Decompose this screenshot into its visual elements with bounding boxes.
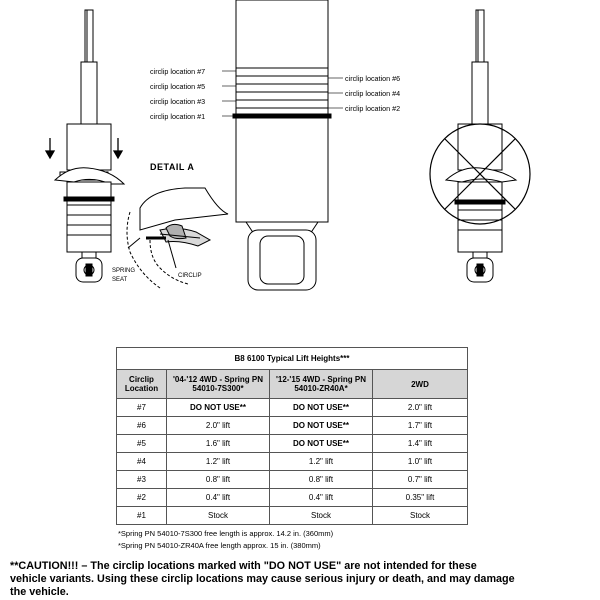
right-shock bbox=[446, 10, 516, 282]
cell-12-15-4wd: DO NOT USE** bbox=[270, 435, 373, 453]
circlip-location-3-label: circlip location #3 bbox=[150, 97, 206, 106]
cell-12-15-4wd: 1.2" lift bbox=[270, 453, 373, 471]
cell-location: #5 bbox=[117, 435, 167, 453]
center-shock bbox=[233, 0, 331, 290]
table-row bbox=[117, 453, 468, 471]
lift-heights-table bbox=[116, 347, 468, 525]
caution-line-1: **CAUTION!!! – The circlip locations marked with "DO NOT USE" are not intended for these bbox=[10, 560, 477, 572]
table-row bbox=[117, 471, 468, 489]
cell-12-15-4wd: 0.4" lift bbox=[270, 489, 373, 507]
cell-location: #7 bbox=[117, 399, 167, 417]
cell-04-12-4wd: 1.2" lift bbox=[167, 453, 270, 471]
header-circlip-location: Circlip Location bbox=[117, 370, 167, 399]
cell-2wd: 2.0" lift bbox=[373, 399, 468, 417]
cell-location: #6 bbox=[117, 417, 167, 435]
circlip-location-5-label: circlip location #5 bbox=[150, 82, 206, 91]
circlip-location-6-label: circlip location #6 bbox=[345, 74, 401, 83]
cell-2wd: 0.35" lift bbox=[373, 489, 468, 507]
header-04-12-4wd: '04-'12 4WD - Spring PN 54010-7S300* bbox=[167, 370, 270, 399]
cell-04-12-4wd: Stock bbox=[167, 507, 270, 525]
detail-a-title: DETAIL A bbox=[150, 162, 195, 172]
cell-04-12-4wd: DO NOT USE** bbox=[167, 399, 270, 417]
cell-2wd: 0.7" lift bbox=[373, 471, 468, 489]
cell-04-12-4wd: 1.6" lift bbox=[167, 435, 270, 453]
left-shock bbox=[55, 10, 124, 282]
cell-location: #1 bbox=[117, 507, 167, 525]
table-row bbox=[117, 507, 468, 525]
circlip-location-4-label: circlip location #4 bbox=[345, 89, 401, 98]
cell-location: #2 bbox=[117, 489, 167, 507]
footnote-spring-zr40a: *Spring PN 54010-ZR40A free length approx. 15 in. (380mm) bbox=[118, 541, 321, 550]
header-12-15-4wd: '12-'15 4WD - Spring PN 54010-ZR40A* bbox=[270, 370, 373, 399]
caution-line-2: vehicle variants. Using these circlip locations may cause serious injury or death, and may damage bbox=[10, 573, 515, 585]
cell-04-12-4wd: 0.4" lift bbox=[167, 489, 270, 507]
circlip-location-2-label: circlip location #2 bbox=[345, 104, 401, 113]
cell-04-12-4wd: 0.8" lift bbox=[167, 471, 270, 489]
cell-location: #3 bbox=[117, 471, 167, 489]
cell-04-12-4wd: 2.0" lift bbox=[167, 417, 270, 435]
spring-seat-label-line2: SEAT bbox=[112, 277, 128, 283]
circlip-label: CIRCLIP bbox=[178, 273, 202, 279]
table-row bbox=[117, 417, 468, 435]
cell-12-15-4wd: DO NOT USE** bbox=[270, 399, 373, 417]
cell-2wd: 1.7" lift bbox=[373, 417, 468, 435]
caution-warning bbox=[10, 560, 590, 599]
table-row bbox=[117, 399, 468, 417]
cell-2wd: Stock bbox=[373, 507, 468, 525]
circlip-location-1-label: circlip location #1 bbox=[150, 112, 206, 121]
caution-line-3: the vehicle. bbox=[10, 586, 69, 598]
cell-12-15-4wd: 0.8" lift bbox=[270, 471, 373, 489]
footnote-spring-7s300: *Spring PN 54010-7S300 free length is approx. 14.2 in. (360mm) bbox=[118, 529, 334, 538]
table-row bbox=[117, 489, 468, 507]
cell-12-15-4wd: Stock bbox=[270, 507, 373, 525]
cell-12-15-4wd: DO NOT USE** bbox=[270, 417, 373, 435]
circlip-location-7-label: circlip location #7 bbox=[150, 67, 206, 76]
table-row bbox=[117, 435, 468, 453]
table-title: B8 6100 Typical Lift Heights*** bbox=[117, 348, 468, 370]
cell-location: #4 bbox=[117, 453, 167, 471]
spring-seat-label-line1: SPRING bbox=[112, 268, 136, 274]
cell-2wd: 1.0" lift bbox=[373, 453, 468, 471]
cell-2wd: 1.4" lift bbox=[373, 435, 468, 453]
header-2wd: 2WD bbox=[373, 370, 468, 399]
